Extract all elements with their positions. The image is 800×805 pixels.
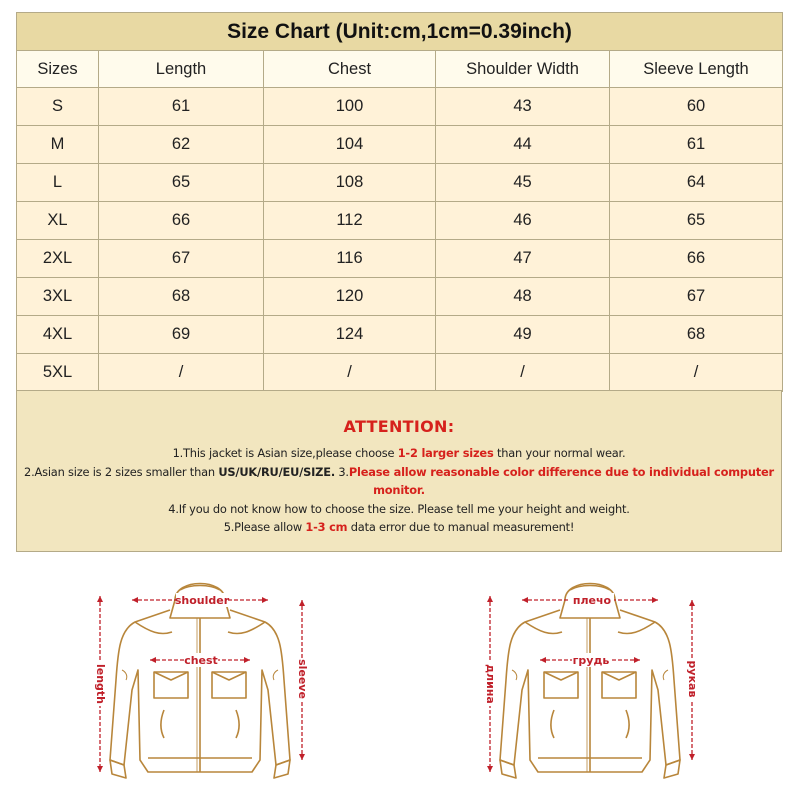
en-sleeve-label: sleeve: [296, 659, 309, 699]
jacket-sketch-icon: [80, 560, 320, 800]
measurement-cell: /: [264, 354, 436, 392]
note-2-text: 2.Asian size is 2 sizes smaller than: [24, 464, 219, 479]
column-header: Sleeve Length: [610, 51, 783, 88]
size-cell: 5XL: [17, 354, 99, 392]
measurement-cell: 67: [610, 278, 783, 316]
note-1-highlight: 1-2 larger sizes: [397, 446, 494, 460]
measurement-cell: 47: [436, 240, 610, 278]
measurement-cell: 60: [610, 88, 783, 126]
jacket-sketch-icon: [470, 560, 710, 800]
ru-shoulder-label: плечо: [572, 594, 612, 607]
table-row: [17, 278, 783, 316]
en-chest-label: chest: [184, 654, 218, 667]
table-row: [17, 202, 783, 240]
measurement-cell: 45: [436, 164, 610, 202]
size-chart-table: [16, 12, 783, 392]
column-header: Chest: [264, 51, 436, 88]
note-5-tail: data error due to manual measurement!: [347, 520, 575, 534]
measurement-cell: 65: [610, 202, 783, 240]
size-cell: S: [17, 88, 99, 126]
note-1-text: 1.This jacket is Asian size,please choose: [172, 446, 398, 460]
measurement-cell: 112: [264, 202, 436, 240]
note-line-1: [17, 444, 781, 463]
note-line-2: [17, 463, 781, 500]
measurement-cell: 120: [264, 278, 436, 316]
table-row: [17, 88, 783, 126]
note-3-highlight: Please allow reasonable color difference due to individual computer monitor.: [348, 464, 774, 497]
en-shoulder-label: shoulder: [174, 594, 230, 607]
size-cell: M: [17, 126, 99, 164]
measurement-cell: 61: [99, 88, 264, 126]
attention-notes: [17, 444, 781, 537]
measurement-cell: 69: [99, 316, 264, 354]
measurement-cell: /: [99, 354, 264, 392]
measurement-cell: 66: [610, 240, 783, 278]
measurement-cell: 116: [264, 240, 436, 278]
measurement-cell: 68: [99, 278, 264, 316]
table-row: [17, 354, 783, 392]
attention-box: [16, 390, 782, 552]
measurement-cell: 43: [436, 88, 610, 126]
note-5-highlight: 1-3 cm: [305, 520, 348, 534]
measurement-cell: 48: [436, 278, 610, 316]
measurement-cell: 65: [99, 164, 264, 202]
note-3-number: 3.: [334, 464, 349, 479]
jacket-diagram-russian: [470, 560, 710, 800]
ru-chest-label: грудь: [572, 654, 610, 667]
column-header: Length: [99, 51, 264, 88]
attention-title: ATTENTION:: [343, 417, 455, 436]
note-line-4: 4.If you do not know how to choose the size. Please tell me your height and weight.: [168, 501, 630, 516]
measurement-cell: 44: [436, 126, 610, 164]
ru-sleeve-label: рукав: [686, 660, 699, 698]
measurement-cell: 104: [264, 126, 436, 164]
ru-length-label: длина: [484, 664, 497, 704]
jacket-diagram-english: [80, 560, 320, 800]
measurement-cell: /: [436, 354, 610, 392]
table-row: [17, 164, 783, 202]
note-5-text: 5.Please allow: [223, 520, 306, 534]
measurement-cell: 68: [610, 316, 783, 354]
note-2-bold: US/UK/RU/EU/SIZE.: [218, 464, 335, 479]
measurement-cell: 66: [99, 202, 264, 240]
size-cell: 2XL: [17, 240, 99, 278]
measurement-cell: 100: [264, 88, 436, 126]
table-body: [17, 88, 783, 392]
size-cell: 4XL: [17, 316, 99, 354]
table-row: [17, 126, 783, 164]
table-row: [17, 316, 783, 354]
measurement-cell: 49: [436, 316, 610, 354]
measurement-cell: /: [610, 354, 783, 392]
size-cell: 3XL: [17, 278, 99, 316]
note-1-tail: than your normal wear.: [493, 446, 626, 460]
measurement-cell: 46: [436, 202, 610, 240]
note-line-5: [17, 518, 781, 537]
measurement-cell: 62: [99, 126, 264, 164]
measurement-cell: 108: [264, 164, 436, 202]
measurement-cell: 64: [610, 164, 783, 202]
chart-title: Size Chart (Unit:cm,1cm=0.39inch): [17, 13, 783, 51]
measurement-cell: 124: [264, 316, 436, 354]
header-row: [17, 51, 783, 88]
en-length-label: length: [94, 663, 107, 705]
measurement-cell: 67: [99, 240, 264, 278]
column-header: Shoulder Width: [436, 51, 610, 88]
column-header: Sizes: [17, 51, 99, 88]
size-cell: XL: [17, 202, 99, 240]
size-cell: L: [17, 164, 99, 202]
table-row: [17, 240, 783, 278]
measurement-cell: 61: [610, 126, 783, 164]
